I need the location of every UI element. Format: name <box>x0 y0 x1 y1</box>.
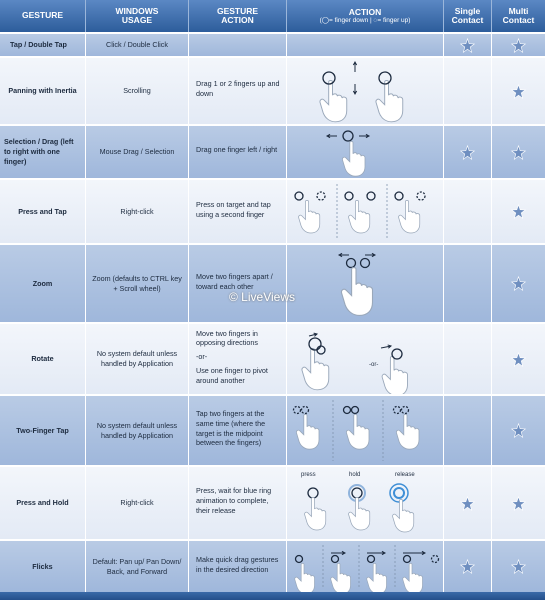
gesture-name: Press and Tap <box>0 180 86 243</box>
finger-up-icon <box>367 192 375 200</box>
single-contact-cell <box>444 34 492 56</box>
gesture-action <box>189 180 287 243</box>
single-contact-star-icon <box>460 145 475 160</box>
arrow-right-icon <box>365 253 375 256</box>
table-row <box>0 465 545 539</box>
gesture-action <box>189 34 287 56</box>
single-contact-star-icon <box>460 38 475 53</box>
gesture-action <box>189 396 287 465</box>
action-illustration <box>287 467 444 539</box>
header-windows-usage-line2: USAGE <box>121 15 153 25</box>
single-contact-cell <box>444 467 492 539</box>
finger-down-icon <box>404 556 411 563</box>
header-gesture-action <box>189 0 287 32</box>
gesture-illustration <box>287 541 444 594</box>
hand-icon <box>393 499 414 532</box>
arrow-down-icon <box>353 84 356 94</box>
hand-icon <box>341 268 372 316</box>
gesture-action <box>189 467 287 539</box>
multi-contact-star-icon <box>511 276 526 291</box>
finger-up-icon <box>394 488 404 498</box>
multi-contact-cell <box>492 126 545 178</box>
finger-down-icon <box>347 259 356 268</box>
finger-up-icon <box>302 407 309 414</box>
multi-contact-star-icon <box>511 84 526 99</box>
table-row <box>0 243 545 322</box>
multi-contact-cell <box>492 34 545 56</box>
header-action-legend: (◯= finger down | ◌= finger up) <box>319 17 411 25</box>
header-gesture-action-line1: GESTURE <box>216 5 259 16</box>
action-illustration <box>287 396 444 465</box>
header-multi-line2: Contact <box>502 15 535 25</box>
table-row <box>0 124 545 178</box>
watermark: © LiveViews <box>229 290 295 304</box>
gesture-action-text: Move two fingers in opposing directions <box>196 328 258 348</box>
header-gesture-action-line2: ACTION <box>221 15 254 25</box>
header-gesture-label: GESTURE <box>21 10 64 21</box>
header-windows-usage <box>86 0 189 32</box>
finger-down-icon <box>352 488 362 498</box>
multi-contact-star-icon <box>511 352 526 367</box>
action-illustration <box>287 324 444 394</box>
header-multi-line1: Multi <box>508 5 529 16</box>
single-contact-cell <box>444 58 492 124</box>
finger-down-icon <box>296 556 303 563</box>
windows-usage: Click / Double Click <box>86 34 189 56</box>
arrow-up-icon <box>353 62 356 72</box>
gesture-name: Selection / Drag (left to right with one finger) <box>0 126 86 178</box>
multi-contact-cell <box>492 324 545 394</box>
finger-up-icon <box>417 192 425 200</box>
single-contact-cell <box>444 541 492 592</box>
action-illustration <box>287 58 444 124</box>
gesture-name: Flicks <box>0 541 86 592</box>
multi-contact-cell <box>492 245 545 322</box>
gesture-action-text: Move two fingers apart / toward each other <box>196 271 273 291</box>
header-gesture <box>0 0 86 32</box>
action-illustration <box>287 180 444 243</box>
flick-arrow-icon <box>403 551 425 554</box>
single-contact-cell <box>444 396 492 465</box>
multi-contact-cell <box>492 541 545 592</box>
gesture-action-text: Tap two fingers at the same time (where the target is the midpoint between the fingers) <box>196 409 266 448</box>
finger-down-icon <box>309 338 321 350</box>
gesture-name: Press and Hold <box>0 467 86 539</box>
windows-usage: Zoom (defaults to CTRL key + Scroll wheel) <box>86 245 189 322</box>
multi-contact-star-icon <box>511 423 526 438</box>
bottom-bar <box>0 592 545 600</box>
single-contact-cell <box>444 126 492 178</box>
multi-contact-cell <box>492 467 545 539</box>
gesture-name: Tap / Double Tap <box>0 34 86 56</box>
hand-icon <box>396 414 419 449</box>
header-single-line2: Contact <box>451 15 484 25</box>
gesture-action <box>189 324 287 394</box>
finger-down-icon <box>345 192 353 200</box>
table-row <box>0 32 545 56</box>
single-contact-star-icon <box>460 559 475 574</box>
gesture-action-text: -or- <box>196 352 208 362</box>
rotate-arrow-icon <box>381 345 391 348</box>
gesture-illustration <box>287 245 444 324</box>
finger-up-icon <box>352 407 359 414</box>
gesture-name: Two-Finger Tap <box>0 396 86 465</box>
single-contact-cell <box>444 180 492 243</box>
hand-icon <box>367 563 387 593</box>
hand-icon <box>295 563 315 593</box>
multi-contact-cell <box>492 180 545 243</box>
multi-contact-star-icon <box>511 559 526 574</box>
header-windows-usage-line1: WINDOWS <box>115 5 159 16</box>
windows-usage: Scrolling <box>86 58 189 124</box>
gesture-action <box>189 245 287 322</box>
multi-contact-star-icon <box>511 145 526 160</box>
flick-arrow-icon <box>367 551 385 554</box>
windows-usage: Right-click <box>86 180 189 243</box>
hand-icon <box>302 348 329 389</box>
table-row <box>0 322 545 394</box>
hand-icon <box>399 200 420 233</box>
hand-icon <box>320 80 347 121</box>
finger-down-icon <box>317 346 325 354</box>
rotate-or-label: -or- <box>369 362 379 368</box>
gesture-illustration <box>287 396 444 467</box>
finger-up-icon <box>344 407 351 414</box>
finger-up-icon <box>402 407 409 414</box>
arrow-right-icon <box>359 134 369 137</box>
arrow-left-icon <box>339 253 349 256</box>
header-action <box>287 0 444 32</box>
gesture-action-text: Press on target and tap using a second finger <box>196 199 271 219</box>
action-illustration <box>287 34 444 56</box>
finger-down-icon <box>343 131 353 141</box>
hand-icon <box>296 414 319 449</box>
windows-usage: No system default unless handled by Application <box>86 324 189 394</box>
table-row <box>0 394 545 465</box>
gesture-name: Rotate <box>0 324 86 394</box>
header-multi-contact <box>492 0 545 32</box>
gesture-action <box>189 541 287 592</box>
gesture-action <box>189 126 287 178</box>
action-illustration <box>287 541 444 592</box>
header-single-contact <box>444 0 492 32</box>
release-ring-icon <box>390 484 408 502</box>
action-illustration <box>287 245 444 322</box>
gesture-action-text: Use one finger to pivot around another <box>196 365 268 385</box>
gesture-name: Panning with Inertia <box>0 58 86 124</box>
action-illustration <box>287 126 444 178</box>
windows-usage: Mouse Drag / Selection <box>86 126 189 178</box>
gesture-action <box>189 58 287 124</box>
flick-arrow-icon <box>331 551 345 554</box>
finger-down-icon <box>361 259 370 268</box>
gesture-name: Zoom <box>0 245 86 322</box>
hand-icon <box>331 563 351 593</box>
multi-contact-star-icon <box>511 496 526 511</box>
gesture-illustration <box>287 467 444 541</box>
gesture-illustration <box>287 324 444 396</box>
multi-contact-cell <box>492 396 545 465</box>
finger-down-icon <box>395 192 403 200</box>
table-row <box>0 539 545 592</box>
hand-icon <box>376 80 403 121</box>
gesture-illustration <box>287 126 444 180</box>
press-label: press <box>301 472 316 478</box>
gesture-action-text: Drag 1 or 2 fingers up and down <box>196 79 280 98</box>
finger-up-icon <box>394 407 401 414</box>
hand-icon <box>305 497 326 530</box>
rotate-arrow-icon <box>309 333 317 336</box>
single-contact-cell <box>444 324 492 394</box>
hand-icon <box>382 356 407 395</box>
hand-icon <box>349 200 370 233</box>
windows-usage: No system default unless handled by Application <box>86 396 189 465</box>
gesture-action-text: Make quick drag gestures in the desired direction <box>196 554 279 574</box>
gesture-action-text: Press, wait for blue ring animation to complete, their release <box>196 486 272 515</box>
finger-up-icon <box>317 192 325 200</box>
hand-icon <box>299 200 320 233</box>
finger-down-icon <box>392 349 402 359</box>
windows-usage: Default: Pan up/ Pan Down/ Back, and Forward <box>86 541 189 592</box>
hand-icon <box>403 563 423 593</box>
gesture-illustration <box>287 58 444 126</box>
header-action-label: ACTION <box>348 6 382 17</box>
hand-icon <box>342 141 365 176</box>
finger-down-icon <box>308 488 318 498</box>
release-label: release <box>395 472 415 478</box>
multi-contact-star-icon <box>511 38 526 53</box>
finger-up-icon <box>432 556 439 563</box>
table-row <box>0 56 545 124</box>
multi-contact-star-icon <box>511 204 526 219</box>
hold-label: hold <box>349 472 361 478</box>
hand-icon <box>346 414 369 449</box>
single-contact-cell <box>444 245 492 322</box>
multi-contact-cell <box>492 58 545 124</box>
finger-down-icon <box>332 556 339 563</box>
single-contact-star-icon <box>460 496 475 511</box>
finger-down-icon <box>295 192 303 200</box>
gesture-illustration <box>287 180 444 245</box>
header-single-line1: Single <box>454 5 481 16</box>
table-row <box>0 178 545 243</box>
finger-up-icon <box>294 407 301 414</box>
windows-usage: Right-click <box>86 467 189 539</box>
arrow-left-icon <box>327 134 337 137</box>
hand-icon <box>349 497 370 530</box>
gesture-action-text: Drag one finger left / right <box>196 145 278 155</box>
finger-down-icon <box>368 556 375 563</box>
